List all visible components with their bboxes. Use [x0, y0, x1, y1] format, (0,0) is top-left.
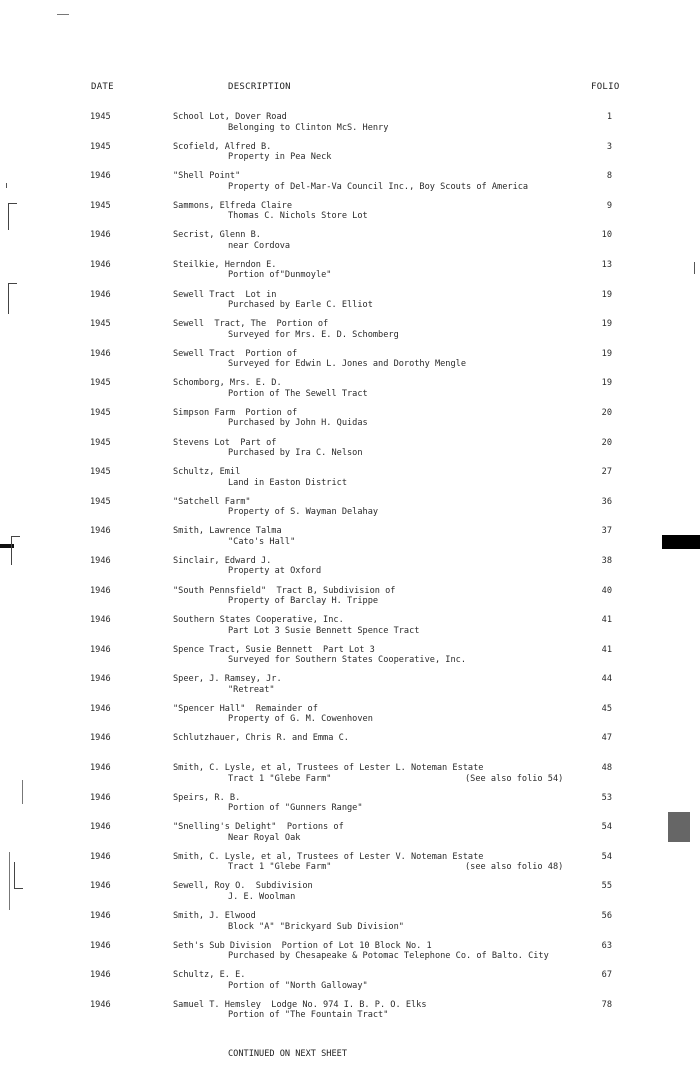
index-entry — [0, 793, 700, 823]
entry-detail: "Cato's Hall" — [228, 536, 296, 547]
entry-folio: 20 — [601, 437, 612, 448]
entry-description: Sewell Tract Lot in — [173, 289, 277, 300]
entry-folio: 3 — [606, 141, 612, 152]
entry-detail: Purchased by Earle C. Elliot — [228, 300, 373, 311]
index-entry — [0, 349, 700, 379]
entry-detail: "Retreat" — [228, 684, 275, 695]
entry-detail: J. E. Woolman — [228, 891, 296, 902]
column-header-folio: FOLIO — [591, 82, 620, 92]
index-entry — [0, 497, 700, 527]
index-entry — [0, 674, 700, 704]
entry-date: 1946 — [90, 881, 111, 892]
entry-date: 1946 — [90, 526, 111, 537]
index-entry — [0, 881, 700, 911]
entry-detail: Purchased by Ira C. Nelson — [228, 448, 363, 459]
continued-notice: CONTINUED ON NEXT SHEET — [228, 1049, 347, 1059]
entry-folio: 55 — [601, 881, 612, 892]
entry-description: Scofield, Alfred B. — [173, 141, 272, 152]
entry-description: Speirs, R. B. — [173, 792, 241, 803]
entry-detail: Portion of The Sewell Tract — [228, 388, 368, 399]
entry-date: 1945 — [90, 112, 111, 122]
entry-detail: Property of Barclay H. Trippe — [228, 596, 379, 606]
entry-folio: 67 — [601, 970, 612, 981]
entry-description: Smith, Lawrence Talma — [173, 526, 282, 537]
index-entry — [0, 408, 700, 438]
entry-folio: 47 — [601, 733, 612, 744]
entry-date: 1946 — [90, 230, 111, 241]
entry-date: 1946 — [90, 289, 111, 300]
entry-folio: 48 — [601, 763, 612, 774]
entry-folio: 53 — [601, 792, 612, 803]
entry-date: 1946 — [90, 674, 111, 685]
entry-description: Seth's Sub Division Portion of Lot 10 Block No. 1 — [173, 940, 432, 951]
entry-date: 1946 — [90, 970, 111, 981]
entry-folio: 41 — [601, 644, 612, 655]
entry-detail: Portion of "Gunners Range" — [228, 803, 363, 814]
index-entry — [0, 763, 700, 793]
entry-description: Smith, C. Lysle, et al, Trustees of Lester L. Noteman Estate — [173, 763, 484, 774]
scan-mark — [57, 14, 69, 15]
entry-detail: Block "A" "Brickyard Sub Division" — [228, 921, 404, 932]
entry-description: Smith, C. Lysle, et al, Trustees of Lester V. Noteman Estate — [173, 851, 484, 862]
index-entry — [0, 645, 700, 675]
entry-folio: 9 — [606, 200, 612, 211]
entry-detail: Purchased by John H. Quidas — [228, 418, 368, 429]
entry-folio: 44 — [601, 674, 612, 685]
entry-folio: 19 — [601, 348, 612, 359]
column-header-description: DESCRIPTION — [228, 82, 291, 92]
entry-description: "South Pennsfield" Tract B, Subdivision of — [173, 585, 396, 596]
entry-detail: Surveyed for Mrs. E. D. Schomberg — [228, 329, 399, 340]
entry-detail: Part Lot 3 Susie Bennett Spence Tract — [228, 625, 420, 636]
index-entry — [0, 230, 700, 260]
index-entry — [0, 438, 700, 468]
entry-description: Secrist, Glenn B. — [173, 230, 261, 241]
index-entry — [0, 467, 700, 497]
entry-folio: 38 — [601, 555, 612, 566]
entry-description: Steilkie, Herndon E. — [173, 259, 277, 270]
entry-detail: Property of G. M. Cowenhoven — [228, 714, 373, 725]
entry-date: 1946 — [90, 822, 111, 833]
entry-folio: 54 — [601, 822, 612, 833]
entry-date: 1945 — [90, 496, 111, 507]
entry-date: 1946 — [90, 585, 111, 596]
entry-date: 1945 — [90, 200, 111, 211]
entry-description: "Snelling's Delight" Portions of — [173, 822, 344, 833]
entry-description: Schultz, E. E. — [173, 970, 246, 981]
entry-date: 1945 — [90, 437, 111, 448]
entry-date: 1946 — [90, 171, 111, 182]
index-entry — [0, 911, 700, 941]
entry-description: Smith, J. Elwood — [173, 911, 256, 922]
entry-description: Schultz, Emil — [173, 467, 241, 478]
entry-folio: 8 — [606, 171, 612, 182]
entry-date: 1945 — [90, 378, 111, 389]
entry-cross-reference: (See also folio 54) — [465, 773, 564, 784]
entry-date: 1946 — [90, 644, 111, 655]
entry-detail: Property in Pea Neck — [228, 152, 332, 163]
entry-date: 1945 — [90, 467, 111, 478]
index-entry — [0, 704, 700, 734]
entry-folio: 54 — [601, 851, 612, 862]
entry-description: Spence Tract, Susie Bennett Part Lot 3 — [173, 644, 375, 655]
index-entry — [0, 615, 700, 645]
entry-detail: near Cordova — [228, 240, 291, 251]
entry-date: 1946 — [90, 703, 111, 714]
entry-date: 1946 — [90, 851, 111, 862]
entry-description: "Shell Point" — [173, 171, 241, 182]
entry-folio: 1 — [606, 112, 612, 122]
entry-date: 1945 — [90, 319, 111, 330]
column-header-date: DATE — [91, 82, 114, 92]
entry-description: Schlutzhauer, Chris R. and Emma C. — [173, 733, 349, 744]
index-entry — [0, 733, 700, 763]
entry-folio: 13 — [601, 259, 612, 270]
entry-date: 1946 — [90, 259, 111, 270]
index-entry — [0, 290, 700, 320]
entry-detail: Purchased by Chesapeake & Potomac Telephone Co. of Balto. City — [228, 951, 549, 962]
entry-detail: Property of Del-Mar-Va Council Inc., Boy Scouts of America — [228, 181, 529, 192]
entry-folio: 27 — [601, 467, 612, 478]
entry-description: Stevens Lot Part of — [173, 437, 277, 448]
entry-description: Schomborg, Mrs. E. D. — [173, 378, 282, 389]
entry-description: Sewell, Roy O. Subdivision — [173, 881, 313, 892]
index-entry — [0, 260, 700, 290]
entry-detail: Portion of "The Fountain Tract" — [228, 1010, 389, 1021]
entry-detail: Belonging to Clinton McS. Henry — [228, 122, 389, 133]
entry-detail: Tract 1 "Glebe Farm" — [228, 773, 332, 784]
entry-description: Samuel T. Hemsley Lodge No. 974 I. B. P. O. Elks — [173, 999, 427, 1010]
entry-description: "Satchell Farm" — [173, 496, 251, 507]
index-entry — [0, 142, 700, 172]
entry-date: 1945 — [90, 141, 111, 152]
entry-description: Simpson Farm Portion of — [173, 407, 298, 418]
index-entry — [0, 941, 700, 971]
entry-folio: 19 — [601, 289, 612, 300]
entry-date: 1946 — [90, 733, 111, 744]
entry-date: 1946 — [90, 348, 111, 359]
entry-date: 1946 — [90, 555, 111, 566]
index-entry — [0, 970, 700, 1000]
index-entry — [0, 526, 700, 556]
entry-folio: 19 — [601, 378, 612, 389]
entry-folio: 41 — [601, 615, 612, 626]
entry-folio: 78 — [601, 999, 612, 1010]
index-entry — [0, 319, 700, 349]
index-entry — [0, 171, 700, 201]
entry-date: 1946 — [90, 763, 111, 774]
entry-description: Southern States Cooperative, Inc. — [173, 615, 344, 626]
entry-detail: Tract 1 "Glebe Farm" — [228, 862, 332, 873]
entry-folio: 56 — [601, 911, 612, 922]
entry-description: Sewell Tract, The Portion of — [173, 319, 329, 330]
entry-folio: 20 — [601, 407, 612, 418]
entry-detail: Surveyed for Southern States Cooperative, Inc. — [228, 655, 466, 666]
entry-date: 1945 — [90, 407, 111, 418]
index-entries — [0, 112, 700, 1029]
entry-cross-reference: (see also folio 48) — [465, 862, 564, 873]
entry-date: 1946 — [90, 911, 111, 922]
entry-date: 1946 — [90, 999, 111, 1010]
entry-folio: 36 — [601, 496, 612, 507]
entry-folio: 37 — [601, 526, 612, 537]
index-entry — [0, 822, 700, 852]
entry-detail: Land in Easton District — [228, 477, 347, 488]
entry-detail: Surveyed for Edwin L. Jones and Dorothy Mengle — [228, 359, 466, 370]
entry-description: School Lot, Dover Road — [173, 112, 287, 122]
entry-description: Sewell Tract Portion of — [173, 348, 298, 359]
entry-folio: 45 — [601, 703, 612, 714]
entry-folio: 10 — [601, 230, 612, 241]
entry-folio: 19 — [601, 319, 612, 330]
index-entry — [0, 112, 700, 142]
entry-detail: Portion of "North Galloway" — [228, 980, 368, 991]
entry-description: Speer, J. Ramsey, Jr. — [173, 674, 282, 685]
entry-folio: 40 — [601, 585, 612, 596]
entry-folio: 63 — [601, 940, 612, 951]
entry-date: 1946 — [90, 615, 111, 626]
index-entry — [0, 556, 700, 586]
entry-detail: Property of S. Wayman Delahay — [228, 507, 379, 518]
entry-date: 1946 — [90, 792, 111, 803]
entry-description: Sammons, Elfreda Claire — [173, 200, 292, 211]
index-entry — [0, 1000, 700, 1030]
entry-date: 1946 — [90, 940, 111, 951]
entry-detail: Near Royal Oak — [228, 832, 301, 843]
index-entry — [0, 201, 700, 231]
index-entry — [0, 586, 700, 616]
entry-description: "Spencer Hall" Remainder of — [173, 703, 318, 714]
entry-detail: Property at Oxford — [228, 566, 322, 577]
index-entry — [0, 852, 700, 882]
entry-detail: Thomas C. Nichols Store Lot — [228, 211, 368, 222]
entry-description: Sinclair, Edward J. — [173, 555, 272, 566]
index-entry — [0, 378, 700, 408]
entry-detail: Portion of"Dunmoyle" — [228, 270, 332, 281]
